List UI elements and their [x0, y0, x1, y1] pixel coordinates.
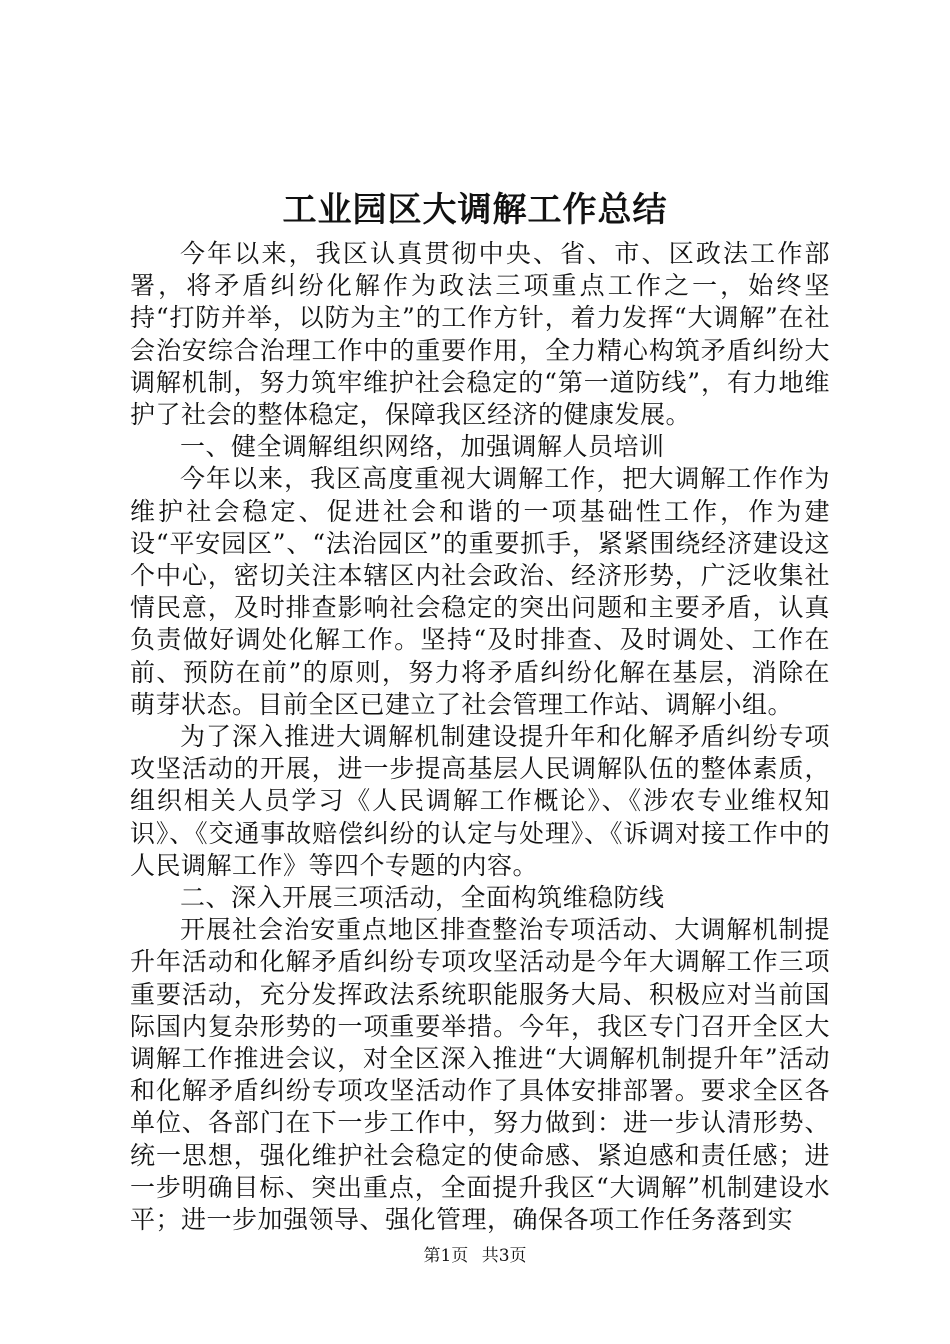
paragraph-section-2-a: 开展社会治安重点地区排查整治专项活动、大调解机制提升年活动和化解矛盾纠纷专项攻坚活动是今年大调解工作三项重要活动，充分发挥政法系统职能服务大局、积极应对当前国际国内复杂形势的一项重要举措。今年，我区专门召开全区大调解工作推进会议，对全区深入推进“大调解机制提升年”活动和化解矛盾纠纷专项攻坚活动作了具体安排部署。要求全区各单位、各部门在下一步工作中，努力做到：进一步认清形势、统一思想，强化维护社会稳定的使命感、紧迫感和责任感；进一步明确目标、突出重点，全面提升我区“大调解”机制建设水平；进一步加强领导、强化管理，确保各项工作任务落到实 — [130, 915, 830, 1235]
page-total: 共3页 — [481, 1246, 527, 1266]
paragraph-intro: 今年以来，我区认真贯彻中央、省、市、区政法工作部署，将矛盾纠纷化解作为政法三项重点工作之一，始终坚持“打防并举，以防为主”的工作方针，着力发挥“大调解”在社会治安综合治理工作中的重要作用，全力精心构筑矛盾纠纷大调解机制，努力筑牢维护社会稳定的“第一道防线”，有力地维护了社会的整体稳定，保障我区经济的健康发展。 — [130, 239, 830, 430]
document-body — [130, 238, 830, 1236]
section-heading-2: 二、深入开展三项活动，全面构筑维稳防线 — [180, 883, 665, 913]
section-heading-1: 一、健全调解组织网络，加强调解人员培训 — [180, 432, 665, 462]
paragraph-section-1-b: 为了深入推进大调解机制建设提升年和化解矛盾纠纷专项攻坚活动的开展，进一步提高基层人民调解队伍的整体素质，组织相关人员学习《人民调解工作概论》、《涉农专业维权知识》、《交通事故赔偿纠纷的认定与处理》、《诉调对接工作中的人民调解工作》等四个专题的内容。 — [130, 722, 830, 880]
page-footer — [0, 1245, 950, 1267]
document-title: 工业园区大调解工作总结 — [282, 190, 668, 230]
paragraph-section-1-a: 今年以来，我区高度重视大调解工作，把大调解工作作为维护社会稳定、促进社会和谐的一项基础性工作，作为建设“平安园区”、“法治园区”的重要抓手，紧紧围绕经济建设这个中心，密切关注本辖区内社会政治、经济形势，广泛收集社情民意，及时排查影响社会稳定的突出问题和主要矛盾，认真负责做好调处化解工作。坚持“及时排查、及时调处、工作在前、预防在前”的原则，努力将矛盾纠纷化解在基层，消除在萌芽状态。目前全区已建立了社会管理工作站、调解小组。 — [130, 464, 830, 719]
page-number: 第1页 — [423, 1246, 469, 1266]
